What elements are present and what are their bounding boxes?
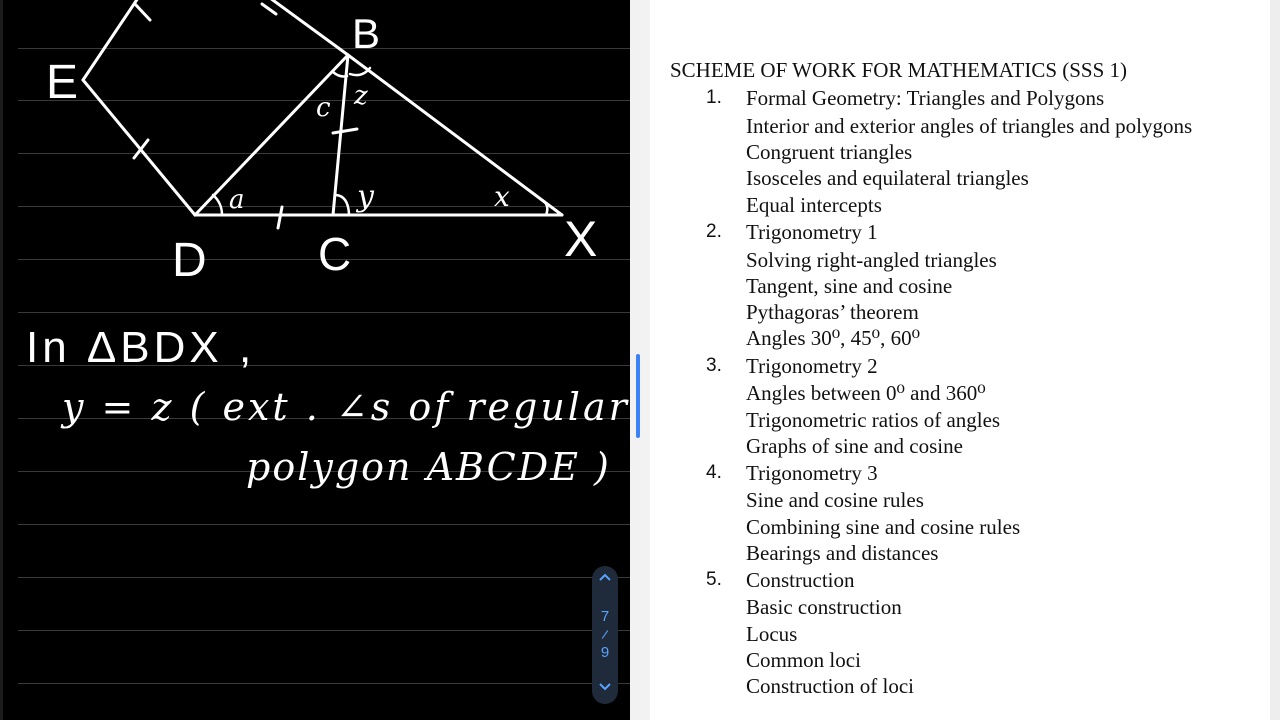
page-divider (602, 630, 609, 639)
chevron-down-icon (598, 682, 612, 692)
label-c: C (318, 228, 352, 280)
angle-label-y: y (357, 179, 374, 214)
section-number: 1. (706, 87, 722, 108)
document-title: SCHEME OF WORK FOR MATHEMATICS (SSS 1) (670, 58, 1128, 82)
section-title: Construction (746, 568, 855, 592)
topic-item: Pythagoras’ theorem (746, 300, 919, 324)
topic-item: Equal intercepts (746, 193, 882, 217)
edge-bx (348, 55, 562, 215)
notes-canvas[interactable] (0, 0, 630, 720)
topic-item: Interior and exterior angles of triangles and polygons (746, 114, 1193, 138)
angle-arc-a (213, 195, 222, 215)
label-d: D (172, 234, 207, 287)
topic-item: Bearings and distances (746, 541, 939, 565)
section-number: 3. (706, 355, 722, 376)
label-e: E (46, 56, 79, 109)
label-x: X (564, 211, 598, 267)
edge-ab (270, 0, 348, 55)
tick-mark (278, 207, 282, 228)
total-pages: 9 (600, 644, 610, 661)
topic-item: Angles 30⁰, 45⁰, 60⁰ (746, 326, 920, 350)
page-up-button[interactable] (592, 572, 618, 590)
topic-item: Locus (746, 622, 798, 646)
topic-item: Common loci (746, 648, 861, 672)
topic-item: Solving right-angled triangles (746, 248, 997, 272)
note-line-2: y = z ( ext . ∠s of regular (62, 385, 630, 429)
angle-arc-y (336, 195, 349, 214)
angle-label-c: c (316, 93, 331, 123)
topic-item: Tangent, sine and cosine (746, 274, 953, 298)
edge-ed (83, 80, 195, 215)
topic-item: Graphs of sine and cosine (746, 434, 963, 458)
window-edge (1270, 0, 1280, 720)
section-title: Trigonometry 2 (746, 354, 878, 378)
edge-db (195, 55, 348, 215)
topic-item: Construction of loci (746, 674, 914, 698)
topic-item: Basic construction (746, 595, 902, 619)
current-page: 7 (600, 608, 610, 625)
split-divider[interactable] (630, 0, 650, 720)
section-title: Trigonometry 3 (746, 461, 878, 485)
angle-label-a: a (229, 185, 245, 215)
section-title: Trigonometry 1 (746, 220, 878, 244)
edge-ae (83, 0, 138, 80)
note-line-1: In ΔBDX , (26, 323, 256, 372)
angle-label-z: z (354, 81, 368, 111)
tick-mark (333, 129, 357, 133)
topic-item: Isosceles and equilateral triangles (746, 166, 1029, 190)
section-title: Formal Geometry: Triangles and Polygons (746, 86, 1105, 110)
section-number: 4. (706, 462, 722, 483)
topic-item: Trigonometric ratios of angles (746, 408, 1001, 432)
scrollbar-thumb[interactable] (636, 354, 640, 438)
topic-item: Sine and cosine rules (746, 488, 924, 512)
topic-item: Congruent triangles (746, 140, 913, 164)
topic-item: Angles between 0⁰ and 360⁰ (746, 381, 986, 405)
page-down-button[interactable] (592, 682, 618, 700)
section-number: 2. (706, 221, 722, 242)
angle-label-x: x (494, 180, 510, 213)
handwriting-layer (0, 0, 630, 720)
note-line-3: polygon ABCDE ) (246, 445, 611, 489)
chevron-up-icon (598, 572, 612, 582)
section-number: 5. (706, 569, 722, 590)
tick-mark (262, 4, 276, 14)
edge-bc (333, 55, 348, 215)
topic-item: Combining sine and cosine rules (746, 515, 1021, 539)
label-b: B (352, 10, 381, 57)
tick-mark (135, 4, 150, 20)
page-navigator (592, 566, 618, 704)
